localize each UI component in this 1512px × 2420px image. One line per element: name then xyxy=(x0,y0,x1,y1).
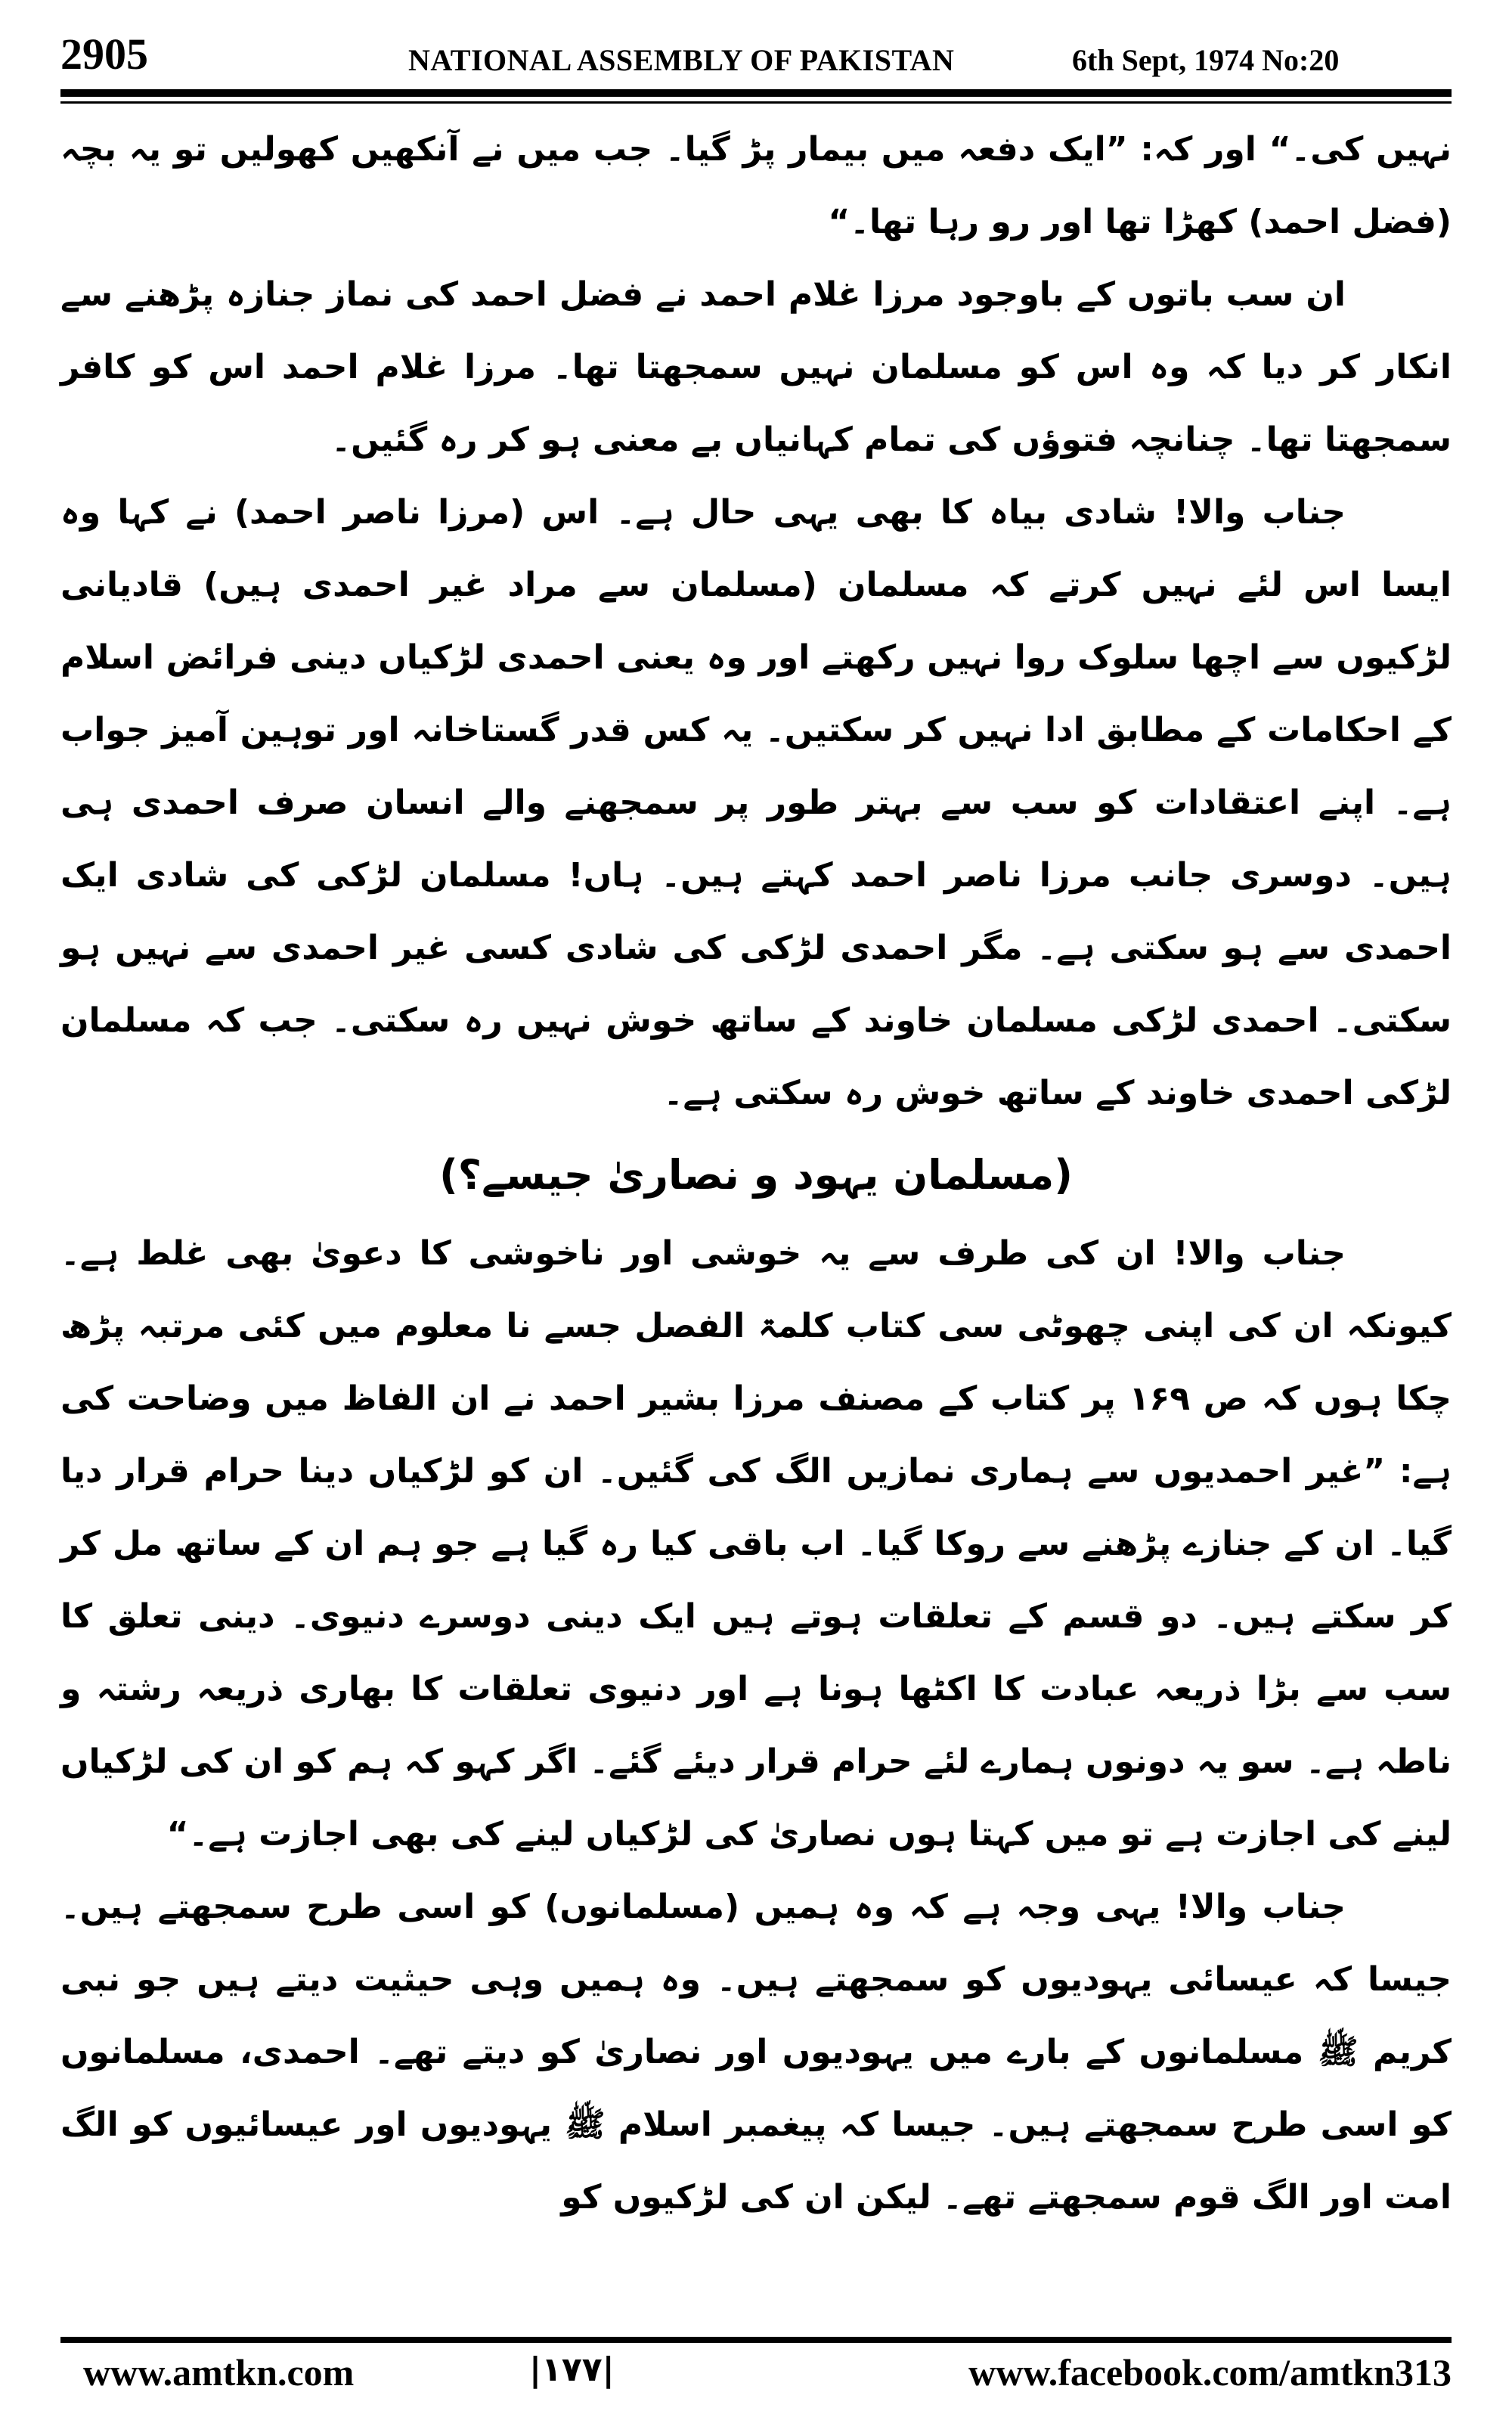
paragraph-4: جناب والا! ان کی طرف سے یہ خوشی اور ناخوشی کا دعویٰ بھی غلط ہے۔ کیونکہ ان کی اپنی چھوٹی سی کتاب کلمۃ الفصل جسے نا معلوم میں کئی مرتبہ پڑھ چکا ہوں کہ ص ۱۶۹ پر کتاب کے مصنف مرزا بشیر احمد نے ان الفاظ میں وضاحت کی ہے: ”غیر احمدیوں سے ہماری نمازیں الگ کی گئیں۔ ان کو لڑکیاں دینا حرام قرار دیا گیا۔ ان کے جنازے پڑھنے سے روکا گیا۔ اب باقی کیا رہ گیا ہے جو ہم ان کے ساتھ مل کر کر سکتے ہیں۔ دو قسم کے تعلقات ہوتے ہیں ایک دینی دوسرے دنیوی۔ دینی تعلق کا سب سے بڑا ذریعہ عبادت کا اکٹھا ہونا ہے اور دنیوی تعلقات کا بھاری ذریعہ رشتہ و ناطہ ہے۔ سو یہ دونوں ہمارے لئے حرام قرار دیئے گئے۔ اگر کہو کہ ہم کو ان کی لڑکیاں لینے کی اجازت ہے تو میں کہتا ہوں نصاریٰ کی لڑکیاں لینے کی بھی اجازت ہے۔“ xyxy=(60,1234,1452,1854)
page-number: 2905 xyxy=(60,29,148,79)
header-rule-thick xyxy=(60,89,1452,97)
footer-website-link[interactable]: www.amtkn.com xyxy=(83,2351,355,2394)
paragraph-1: نہیں کی۔“ اور کہ: ”ایک دفعہ میں بیمار پڑ گیا۔ جب میں نے آنکھیں کھولیں تو یہ بچہ (فضل احمد) کھڑا تھا اور رو رہا تھا۔“ xyxy=(60,130,1452,241)
paragraph-5: جناب والا! یہی وجہ ہے کہ وہ ہمیں (مسلمانوں) کو اسی طرح سمجھتے ہیں۔ جیسا کہ عیسائی یہودیوں کو سمجھتے ہیں۔ وہ ہمیں وہی حیثیت دیتے ہیں جو نبی کریم ﷺ مسلمانوں کے بارے میں یہودیوں اور نصاریٰ کو دیتے تھے۔ احمدی، مسلمانوں کو اسی طرح سمجھتے ہیں۔ جیسا کہ پیغمبر اسلام ﷺ یہودیوں اور عیسائیوں کو الگ امت اور الگ قوم سمجھتے تھے۔ لیکن ان کی لڑکیوں کو xyxy=(60,1888,1452,2217)
paragraph-3: جناب والا! شادی بیاہ کا بھی یہی حال ہے۔ اس (مرزا ناصر احمد) نے کہا وہ ایسا اس لئے نہیں کرتے کہ مسلمان (مسلمان سے مراد غیر احمدی ہیں) قادیانی لڑکیوں سے اچھا سلوک روا نہیں رکھتے اور وہ یعنی احمدی لڑکیاں دینی فرائض اسلام کے احکامات کے مطابق ادا نہیں کر سکتیں۔ یہ کس قدر گستاخانہ اور توہین آمیز جواب ہے۔ اپنے اعتقادات کو سب سے بہتر طور پر سمجھنے والے انسان صرف احمدی ہی ہیں۔ دوسری جانب مرزا ناصر احمد کہتے ہیں۔ ہاں! مسلمان لڑکی کی شادی ایک احمدی سے ہو سکتی ہے۔ مگر احمدی لڑکی کی شادی کسی غیر احمدی سے نہیں ہو سکتی۔ احمدی لڑکی مسلمان خاوند کے ساتھ خوش نہیں رہ سکتی۔ جب کہ مسلمان لڑکی احمدی خاوند کے ساتھ خوش رہ سکتی ہے۔ xyxy=(60,493,1452,1112)
footer-facebook-link[interactable]: www.facebook.com/amtkn313 xyxy=(968,2351,1452,2394)
section-heading: (مسلمان یہود و نصاریٰ جیسے؟) xyxy=(439,1151,1073,1199)
footer xyxy=(60,2350,1452,2403)
paragraph-2: ان سب باتوں کے باوجود مرزا غلام احمد نے فضل احمد کی نماز جنازہ پڑھنے سے انکار کر دیا کہ وہ اس کو مسلمان نہیں سمجھتا تھا۔ مرزا غلام احمد اس کو کافر سمجھتا تھا۔ چنانچہ فتوؤں کی تمام کہانیاں بے معنی ہو کر رہ گئیں۔ xyxy=(60,275,1452,459)
footer-rule xyxy=(60,2337,1452,2343)
header-rule-thin xyxy=(60,101,1452,104)
body-text xyxy=(60,113,1452,2329)
header-date-number: 6th Sept, 1974 No:20 xyxy=(1072,43,1340,77)
header-title: NATIONAL ASSEMBLY OF PAKISTAN xyxy=(408,43,955,77)
footer-page-marker: |۱۷۷| xyxy=(529,2350,615,2389)
